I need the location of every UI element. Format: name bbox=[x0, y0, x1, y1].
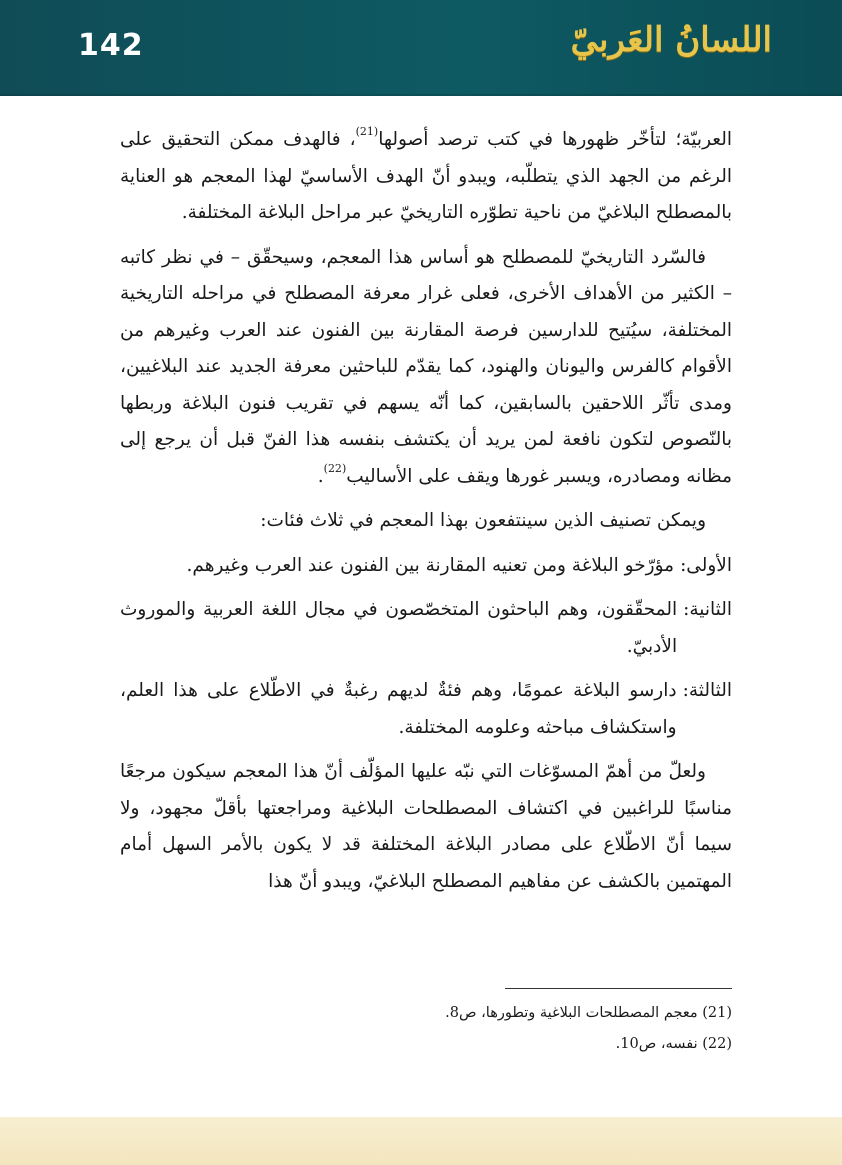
category-text: مؤرّخو البلاغة ومن تعنيه المقارنة بين الفنون عند العرب وغيرهم. bbox=[186, 554, 675, 576]
paragraph bbox=[120, 240, 732, 496]
paragraph-text: ، فالهدف ممكن التحقيق على الرغم من الجهد الذي يتطلّبه، ويبدو أنّ الهدف الأساسيّ لهذا المعجم هو العناية بالمصطلح البلاغيّ من ناحية تطوّره التاريخيّ عبر مراحل البلاغة المختلفة. bbox=[120, 129, 732, 223]
paragraph-text: العربيّة؛ لتأخّر ظهورها في كتب ترصد أصولها bbox=[378, 129, 732, 150]
paragraph-text: فالسّرد التاريخيّ للمصطلح هو أساس هذا المعجم، وسيحقّق – في نظر كاتبه – الكثير من الأهداف الأخرى، فعلى غرار معرفة المصطلح في مراحله التاريخية المختلفة، سيُتيح للدارسين فرصة المقارنة بين الفنون عند العرب وغيرهم من الأقوام كالفرس واليونان والهنود، كما يقدّم للباحثين معرفة الجديد عند البلاغيين، ومدى تأثّر اللاحقين بالسابقين، كما أنّه يسهم في تقريب فنون البلاغة وربطها بالنّصوص لتكون نافعة لمن يريد أن يكتشف بنفسه هذا الفنّ قبل أن يرجع إلى مظانه ومصادره، ويسبر غورها ويقف على الأساليب bbox=[120, 246, 732, 487]
category-item bbox=[120, 592, 732, 665]
footnote-21: (21) معجم المصطلحات البلاغية وتطورها، ص8. bbox=[445, 1005, 732, 1021]
footnote-22: (22) نفسه، ص10. bbox=[615, 1036, 732, 1052]
category-label: الأولى: bbox=[680, 554, 732, 576]
paragraph: ويمكن تصنيف الذين سينتفعون بهذا المعجم في ثلاث فئات: bbox=[260, 510, 706, 531]
paragraph bbox=[120, 122, 732, 232]
footnotes bbox=[300, 998, 732, 1060]
category-item bbox=[120, 673, 732, 746]
page-number: 142 bbox=[78, 28, 144, 63]
page-footer-band bbox=[0, 1117, 842, 1165]
footnote-ref-22[interactable]: (22) bbox=[323, 461, 347, 475]
category-text: المحقّقون، وهم الباحثون المتخصّصون في مجال اللغة العربية والموروث الأدبيّ. bbox=[120, 599, 678, 657]
category-label: الثانية: bbox=[683, 599, 732, 620]
footnote-divider bbox=[505, 988, 732, 989]
article-body bbox=[120, 122, 732, 908]
category-label: الثالثة: bbox=[682, 680, 732, 701]
paragraph: ولعلّ من أهمّ المسوّغات التي نبّه عليها المؤلّف أنّ هذا المعجم سيكون مرجعًا مناسبًا للراغبين في اكتشاف المصطلحات البلاغية ومراجعتها بأقلّ مجهود، ولا سيما أنّ الاطّلاع على مصادر البلاغة المختلفة قد لا يكون بالأمر السهل أمام المهتمين بالكشف عن مفاهيم المصطلح البلاغيّ، ويبدو أنّ هذا bbox=[120, 761, 732, 892]
footnote-ref-21[interactable]: (21) bbox=[355, 125, 379, 138]
journal-logo: اللسانُ العَربيّ bbox=[570, 20, 772, 60]
paragraph-text: . bbox=[317, 465, 324, 487]
page-header bbox=[0, 0, 842, 96]
category-item bbox=[120, 548, 732, 585]
category-text: دارسو البلاغة عمومًا، وهم فئةٌ لديهم رغبةٌ في الاطّلاع على هذا العلم، واستكشاف مباحثه وعلومه المختلفة. bbox=[120, 680, 677, 738]
